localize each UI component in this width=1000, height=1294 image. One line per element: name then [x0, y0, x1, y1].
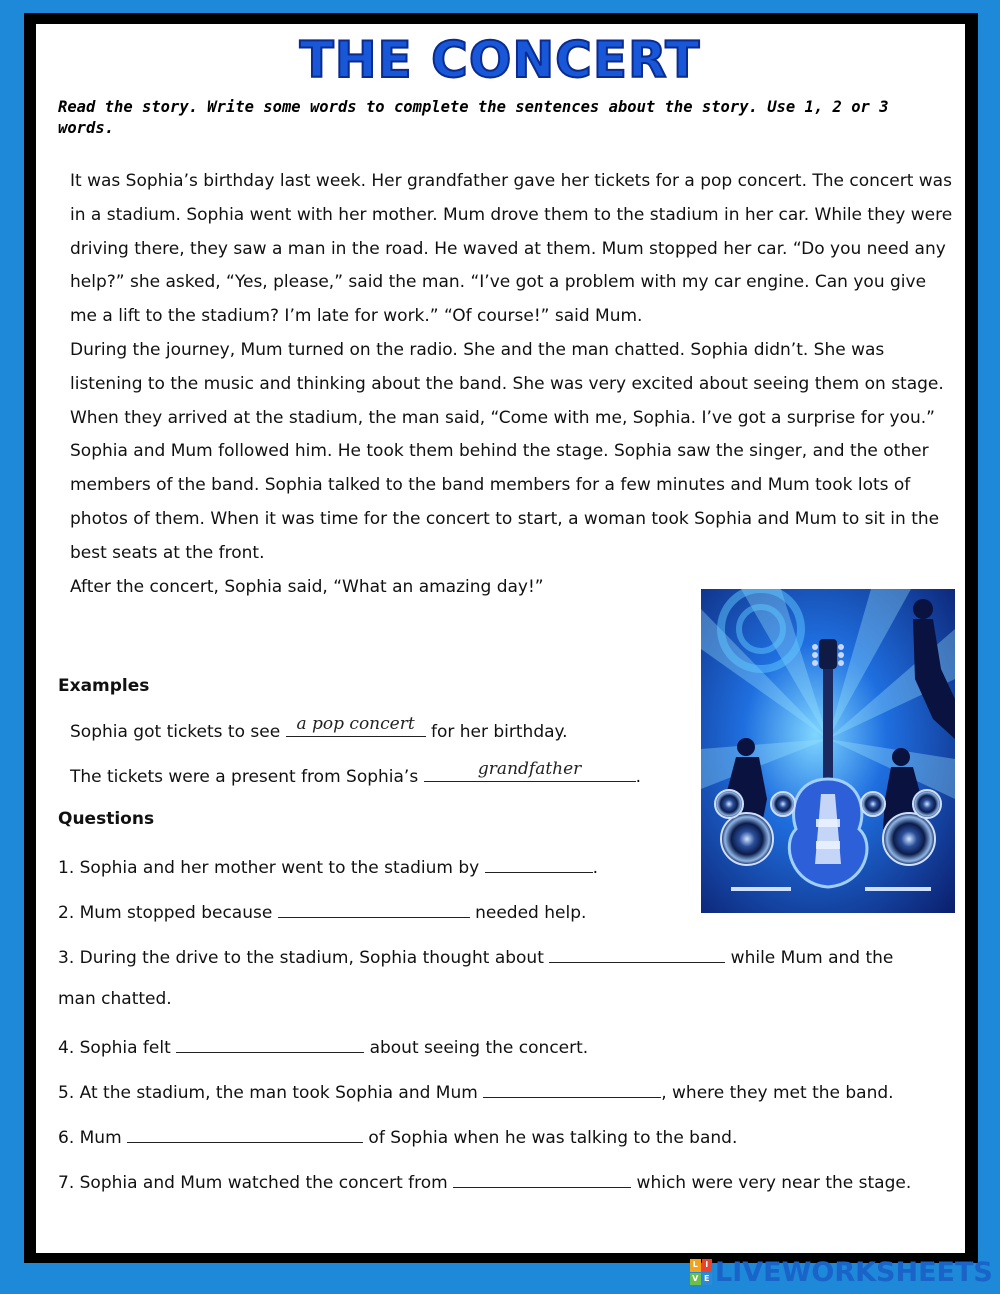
liveworksheets-icon: L I V E	[690, 1259, 712, 1285]
example-1: Sophia got tickets to see a pop concert for her birthday.	[70, 714, 568, 742]
example-answer-blank	[424, 759, 636, 782]
story-text	[58, 165, 958, 604]
example-answer: grandfather	[477, 759, 582, 779]
guitar-speakers-image	[701, 589, 955, 913]
story-paragraph: It was Sophia’s birthday last week. Her grandfather gave her tickets for a pop concert. The concert was in a stadium. Sophia went with her mother. Mum drove them to the stadium in her car. While they were driving there, they saw a man in the road. He waved at them. Mum stopped her car. “Do you need any help?” she asked, “Yes, please,” said the man. “I’ve got a problem with my car engine. Can you give me a lift to the stadium? I’m late for work.” “Of course!” said Mum.	[70, 171, 953, 327]
question-4: 4. Sophia felt about seeing the concert.	[58, 1034, 588, 1058]
example-answer: a pop concert	[296, 714, 415, 734]
instructions: Read the story. Write some words to complete the sentences about the story. Use 1, 2 or 3 words.	[58, 98, 889, 137]
question-3-continued: man chatted.	[58, 989, 172, 1009]
example-answer-blank	[286, 714, 426, 737]
answer-input-7[interactable]	[453, 1169, 631, 1188]
answer-input-5[interactable]	[483, 1079, 661, 1098]
concert-illustration	[701, 589, 955, 913]
answer-input-6[interactable]	[127, 1124, 363, 1143]
logo-text: LIVEWORKSHEETS	[715, 1256, 993, 1288]
liveworksheets-logo[interactable]	[690, 1254, 993, 1290]
question-3: 3. During the drive to the stadium, Sophia thought about while Mum and the	[58, 944, 893, 968]
story-paragraph: When they arrived at the stadium, the man said, “Come with me, Sophia. I’ve got a surprise for you.” Sophia and Mum followed him. He took them behind the stage. Sophia saw the singer, and the other members of the band. Sophia talked to the band members for a few minutes and Mum took lots of photos of them. When it was time for the concert to start, a woman took Sophia and Mum to sit in the best seats at the front.	[70, 407, 940, 563]
page-title: THE CONCERT	[299, 31, 701, 89]
example-2: The tickets were a present from Sophia’s grandfather .	[70, 759, 642, 787]
story-paragraph: After the concert, Sophia said, “What an amazing day!”	[70, 576, 544, 597]
question-7: 7. Sophia and Mum watched the concert from which were very near the stage.	[58, 1169, 911, 1193]
answer-input-3[interactable]	[549, 944, 725, 963]
examples-heading: Examples	[58, 676, 150, 696]
question-1: 1. Sophia and her mother went to the stadium by .	[58, 854, 598, 878]
answer-input-2[interactable]	[278, 899, 470, 918]
story-paragraph: During the journey, Mum turned on the radio. She and the man chatted. Sophia didn’t. She was listening to the music and thinking about the band. She was very excited about seeing them on stage.	[70, 339, 944, 394]
question-5: 5. At the stadium, the man took Sophia and Mum , where they met the band.	[58, 1079, 894, 1103]
question-2: 2. Mum stopped because needed help.	[58, 899, 586, 923]
answer-input-1[interactable]	[485, 854, 593, 873]
question-6: 6. Mum of Sophia when he was talking to the band.	[58, 1124, 737, 1148]
questions-heading: Questions	[58, 809, 155, 829]
answer-input-4[interactable]	[176, 1034, 364, 1053]
